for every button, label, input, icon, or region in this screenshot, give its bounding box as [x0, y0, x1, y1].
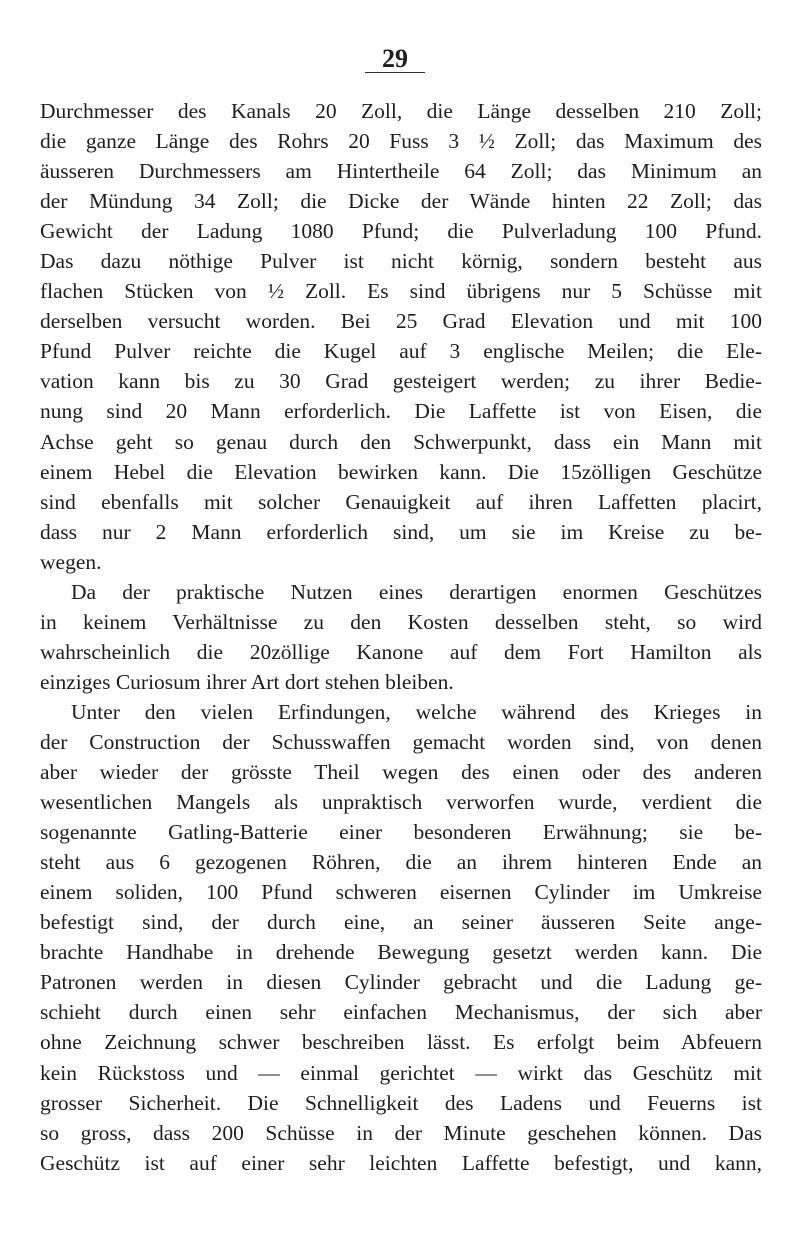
paragraph-3 — [40, 697, 762, 1178]
text-line: Achse geht so genau durch den Schwerpunkt, dass ein Mann mit — [40, 429, 762, 454]
text-line: vation kann bis zu 30 Grad gesteigert werden; zu ihrer Bedie- — [40, 369, 762, 394]
text-line: die ganze Länge des Rohrs 20 Fuss 3 ½ Zoll; das Maximum des — [40, 129, 762, 154]
text-line: wesentlichen Mangels als unpraktisch verworfen wurde, verdient die — [40, 790, 762, 815]
text-line: Geschütz ist auf einer sehr leichten Laffette befestigt, und kann, — [40, 1150, 762, 1175]
text-line: schieht durch einen sehr einfachen Mechanismus, der sich aber — [40, 1000, 762, 1025]
text-line: einem Hebel die Elevation bewirken kann. Die 15zölligen Geschütze — [40, 459, 762, 484]
paragraph-1 — [40, 96, 762, 577]
text-line: wahrscheinlich die 20zöllige Kanone auf dem Fort Hamilton als — [40, 639, 762, 664]
text-line: wegen. — [40, 549, 102, 574]
page-number-rule — [365, 72, 425, 73]
text-line: äusseren Durchmessers am Hintertheile 64 Zoll; das Minimum an — [40, 159, 762, 184]
text-line: einem soliden, 100 Pfund schweren eisernen Cylinder im Umkreise — [40, 880, 762, 905]
text-line: grosser Sicherheit. Die Schnelligkeit des Ladens und Feuerns ist — [40, 1090, 762, 1115]
text-line: Gewicht der Ladung 1080 Pfund; die Pulverladung 100 Pfund. — [40, 219, 762, 244]
text-line: sind ebenfalls mit solcher Genauigkeit auf ihren Laffetten placirt, — [40, 489, 762, 514]
text-line: aber wieder der grösste Theil wegen des einen oder des anderen — [40, 760, 762, 785]
text-line: Da der praktische Nutzen eines derartigen enormen Geschützes — [71, 579, 762, 604]
text-line: sogenannte Gatling-Batterie einer besonderen Erwähnung; sie be- — [40, 820, 762, 845]
page-number: 29 — [382, 44, 408, 73]
body-text — [40, 96, 762, 1178]
text-line: Unter den vielen Erfindungen, welche während des Krieges in — [71, 699, 762, 724]
text-line: einziges Curiosum ihrer Art dort stehen bleiben. — [40, 669, 454, 694]
text-line: ohne Zeichnung schwer beschreiben lässt. Es erfolgt beim Abfeuern — [40, 1030, 762, 1055]
text-line: derselben versucht worden. Bei 25 Grad Elevation und mit 100 — [40, 309, 762, 334]
text-line: befestigt sind, der durch eine, an seiner äusseren Seite ange- — [40, 910, 762, 935]
text-line: dass nur 2 Mann erforderlich sind, um sie im Kreise zu be- — [40, 519, 762, 544]
text-line: brachte Handhabe in drehende Bewegung gesetzt werden kann. Die — [40, 940, 762, 965]
text-line: der Mündung 34 Zoll; die Dicke der Wände hinten 22 Zoll; das — [40, 189, 762, 214]
text-line: Pfund Pulver reichte die Kugel auf 3 englische Meilen; die Ele- — [40, 339, 762, 364]
text-line: Das dazu nöthige Pulver ist nicht körnig, sondern besteht aus — [40, 249, 762, 274]
paragraph-2 — [40, 577, 762, 697]
text-line: so gross, dass 200 Schüsse in der Minute geschehen können. Das — [40, 1120, 762, 1145]
text-line: flachen Stücken von ½ Zoll. Es sind übrigens nur 5 Schüsse mit — [40, 279, 762, 304]
text-line: Durchmesser des Kanals 20 Zoll, die Länge desselben 210 Zoll; — [40, 99, 762, 123]
text-line: nung sind 20 Mann erforderlich. Die Laffette ist von Eisen, die — [40, 399, 762, 424]
text-line: der Construction der Schusswaffen gemacht worden sind, von denen — [40, 729, 762, 754]
text-line: kein Rückstoss und — einmal gerichtet — wirkt das Geschütz mit — [40, 1060, 762, 1085]
text-line: Patronen werden in diesen Cylinder gebracht und die Ladung ge- — [40, 970, 762, 995]
text-line: steht aus 6 gezogenen Röhren, die an ihrem hinteren Ende an — [40, 850, 762, 875]
text-line: in keinem Verhältnisse zu den Kosten desselben steht, so wird — [40, 609, 762, 634]
